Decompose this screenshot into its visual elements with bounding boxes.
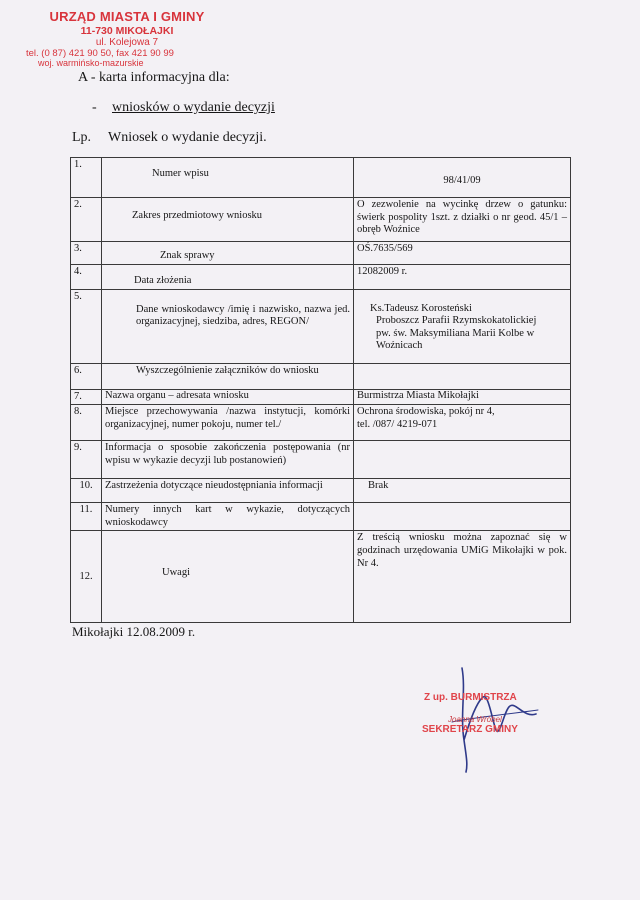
row-number: 1.	[71, 158, 102, 198]
place-and-date: Mikołajki 12.08.2009 r.	[72, 624, 196, 639]
row-value	[354, 363, 571, 389]
table-row	[71, 158, 571, 198]
row-label: Wyszczególnienie załączników do wniosku	[102, 363, 354, 389]
row-label: Znak sprawy	[102, 242, 354, 265]
row-value: Burmistrza Miasta Mikołajki	[354, 389, 571, 405]
row-label: Miejsce przechowywania /nazwa instytucji, komórki organizacyjnej, numer pokoju, numer tel./	[102, 405, 354, 441]
storage-location: Ochrona środowiska, pokój nr 4,	[357, 406, 495, 418]
table-row	[71, 289, 571, 363]
row-number: 11.	[71, 503, 102, 531]
bullet-dash: -	[92, 100, 97, 115]
lp-label: Lp.	[72, 130, 92, 145]
row-label: Zakres przedmiotowy wniosku	[102, 198, 354, 242]
row-number: 7.	[71, 389, 102, 405]
stamp-voivodeship: woj. warmińsko-mazurskie	[38, 58, 144, 69]
card-subject: wniosków o wydanie decyzji	[112, 100, 275, 115]
signature-name: Joanna Wróbel	[448, 715, 502, 724]
table-row	[71, 441, 571, 479]
signature-title: SEKRETARZ GMINY	[422, 724, 518, 735]
row-label: Data złożenia	[102, 265, 354, 290]
row-value: OŚ.7635/569	[354, 242, 571, 265]
table-row	[71, 531, 571, 623]
row-number: 8.	[71, 405, 102, 441]
row-value	[354, 503, 571, 531]
signature-on-behalf: Z up. BURMISTRZA	[424, 692, 517, 703]
applicant-name: Ks.Tadeusz Korosteński	[370, 302, 472, 314]
applicant-position: Proboszcz Parafii Rzymskokatolickiej	[376, 315, 537, 327]
row-value: Brak	[354, 479, 571, 503]
row-label: Dane wnioskodawcy /imię i nazwisko, nazwa jed. organizacyjnej, siedziba, adres, REGON/	[102, 289, 354, 363]
office-stamp	[22, 10, 232, 69]
stamp-postal-city: 11-730 MIKOŁAJKI	[80, 24, 174, 37]
row-label: Numery innych kart w wykazie, dotyczących wnioskodawcy	[102, 503, 354, 531]
row-number: 6.	[71, 363, 102, 389]
row-label: Numer wpisu	[102, 158, 354, 198]
table-heading: Wniosek o wydanie decyzji.	[108, 130, 267, 145]
row-value: O zezwolenie na wycinkę drzew o gatunku: świerk pospolity 1szt. z działki o nr geod. 45/1 – obręb Woźnice	[354, 198, 571, 242]
stamp-office-name: URZĄD MIASTA I GMINY	[49, 9, 205, 24]
row-label: Informacja o sposobie zakończenia postępowania (nr wpisu w wykazie decyzji lub postanowień)	[102, 441, 354, 479]
table-row	[71, 503, 571, 531]
row-label: Zastrzeżenia dotyczące nieudostępniania informacji	[102, 479, 354, 503]
table-row	[71, 363, 571, 389]
row-label: Uwagi	[102, 531, 354, 623]
table-row	[71, 265, 571, 290]
table-row	[71, 389, 571, 405]
row-value	[354, 405, 571, 441]
table-row	[71, 479, 571, 503]
row-number: 4.	[71, 265, 102, 290]
information-card-table	[70, 157, 571, 623]
applicant-parish: pw. św. Maksymiliana Marii Kolbe w Woźnicach	[376, 327, 535, 352]
stamp-street: ul. Kolejowa 7	[95, 37, 159, 48]
row-value	[354, 441, 571, 479]
row-value: 12082009 r.	[354, 265, 571, 290]
storage-phone: tel. /087/ 4219-071	[357, 418, 438, 430]
row-value: 98/41/09	[354, 158, 571, 198]
row-number: 12.	[71, 531, 102, 623]
row-value: Z treścią wniosku można zapoznać się w godzinach urzędowania UMiG Mikołajki w pok. Nr 4.	[354, 531, 571, 623]
row-number: 2.	[71, 198, 102, 242]
row-number: 3.	[71, 242, 102, 265]
card-title: A - karta informacyjna dla:	[78, 70, 230, 85]
row-number: 10.	[71, 479, 102, 503]
table-row	[71, 242, 571, 265]
table-row	[71, 405, 571, 441]
table-row	[71, 198, 571, 242]
row-number: 9.	[71, 441, 102, 479]
row-number: 5.	[71, 289, 102, 363]
stamp-phone-fax: tel. (0 87) 421 90 50, fax 421 90 99	[26, 47, 174, 59]
row-label: Nazwa organu – adresata wniosku	[102, 389, 354, 405]
row-value	[354, 289, 571, 363]
